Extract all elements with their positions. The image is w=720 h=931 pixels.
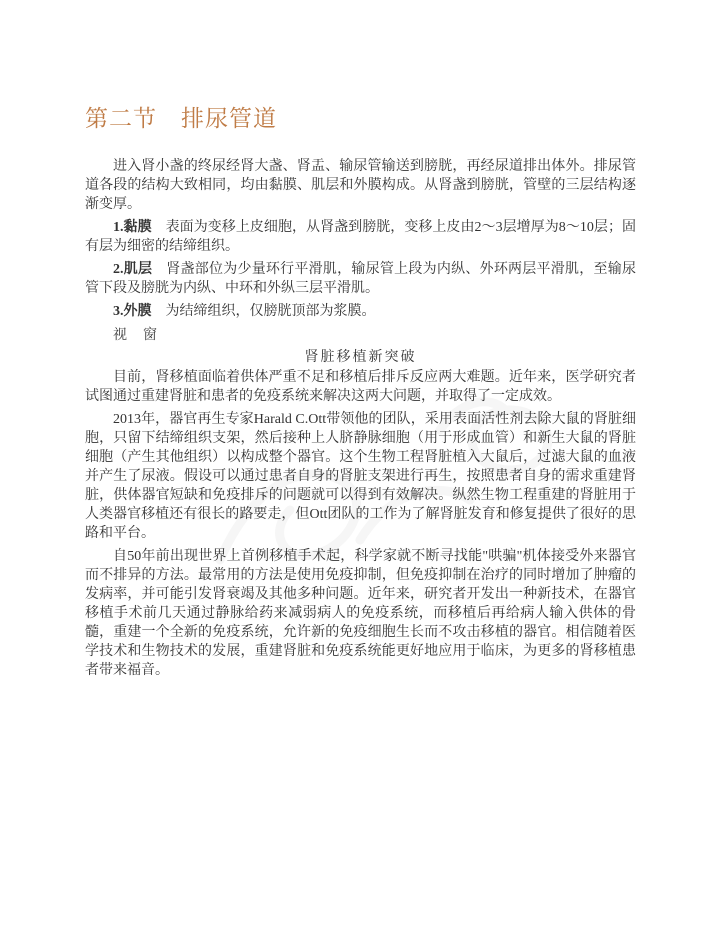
window-sidebar-label: 视 窗	[113, 328, 158, 343]
item-text: 肾盏部位为少量环行平滑肌，输尿管上段为内纵、外环两层平滑肌，至输尿管下段及膀胱为内纵、中环和外纵三层平滑肌。	[85, 262, 637, 296]
box-paragraph: 自50年前出现世界上首例移植手术起，科学家就不断寻找能"哄骗"机体接受外来器官而不排异的方法。最常用的方法是使用免疫抑制，但免疫抑制在治疗的同时增加了肿瘤的发病率，并可能引发肾衰竭及其他多种问题。近年来，研究者开发出一种新技术，在器官移植手术前几天通过静脉给药来减弱病人的免疫系统，而移植后再给病人输入供体的骨髓，重建一个全新的免疫系统，允许新的免疫细胞生长而不攻击移植的器官。相信随着医学技术和生物技术的发展，重建肾脏和免疫系统能更好地应用于临床，为更多的肾移植患者带来福音。	[85, 549, 636, 678]
intro-paragraph: 进入肾小盏的终尿经肾大盏、肾盂、输尿管输送到膀胱，再经尿道排出体外。排尿管道各段的结构大致相同，均由黏膜、肌层和外膜构成。从肾盏到膀胱，管壁的三层结构逐渐变厚。	[85, 159, 636, 212]
item-label: 2.肌层	[113, 262, 153, 277]
list-item-adventitia	[85, 302, 636, 321]
body-text	[85, 157, 636, 680]
item-label: 1.黏膜	[113, 220, 152, 235]
item-text: 为结缔组织，仅膀胱顶部为浆膜。	[165, 304, 376, 319]
section-title: 第二节 排尿管道	[85, 106, 277, 131]
item-text: 表面为变移上皮细胞，从肾盏到膀胱，变移上皮由2～3层增厚为8～10层；固有层为细密的结缔组织。	[85, 220, 637, 254]
page-content	[85, 100, 636, 680]
list-item-muscle-layer	[85, 260, 636, 298]
box-paragraph: 目前，肾移植面临着供体严重不足和移植后排斥反应两大难题。近年来，医学研究者试图通过重建肾脏和患者的免疫系统来解决这两大问题，并取得了一定成效。	[85, 370, 636, 404]
box-paragraph: 2013年，器官再生专家Harald C.Ott带领他的团队，采用表面活性剂去除大鼠的肾脏细胞，只留下结缔组织支架，然后接种上人脐静脉细胞（用于形成血管）和新生大鼠的肾脏细胞（产生其他组织）以构成整个器官。这个生物工程肾脏植入大鼠后，过滤大鼠的血液并产生了尿液。假设可以通过患者自身的肾脏支架进行再生，按照患者自身的需求重建肾脏，供体器官短缺和免疫排斥的问题就可以得到有效解决。纵然生物工程重建的肾脏用于人类器官移植还有很长的路要走，但Ott团队的工作为了解肾脏发育和修复提供了很好的思路和平台。	[85, 412, 636, 541]
item-label: 3.外膜	[113, 304, 152, 319]
list-item-mucosa	[85, 218, 636, 256]
box-heading: 肾脏移植新突破	[304, 350, 417, 365]
